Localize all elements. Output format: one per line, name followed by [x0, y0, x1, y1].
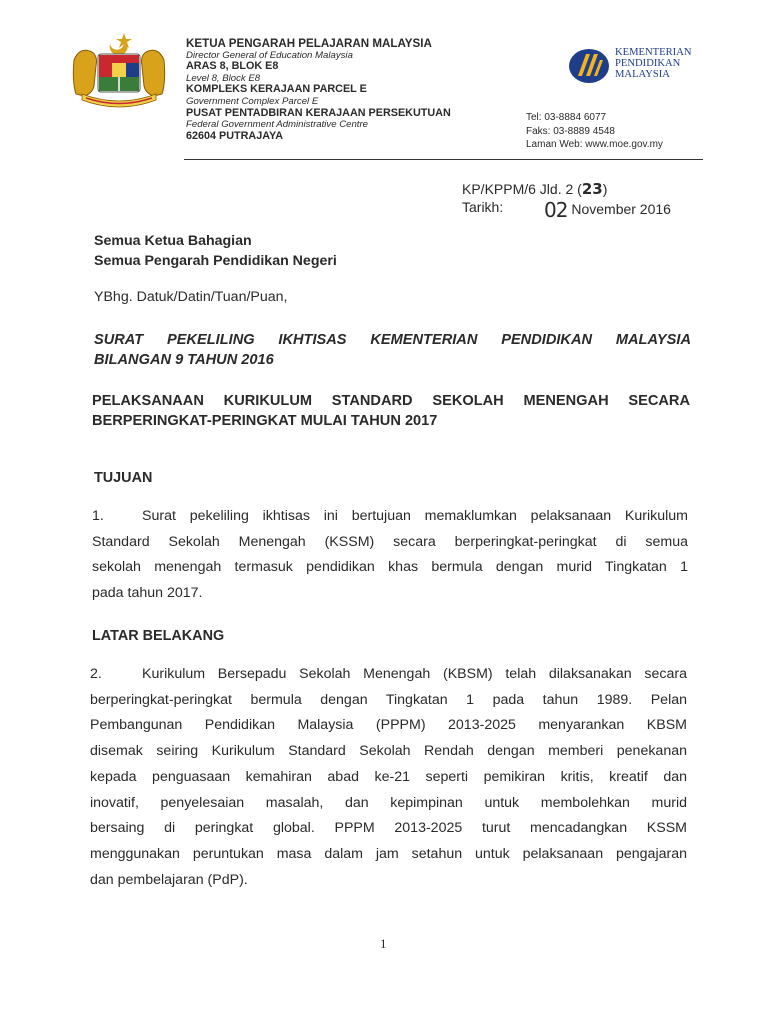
paragraph-line: dan pembelajaran (PdP).: [90, 871, 248, 888]
date-value: 02 November 2016: [544, 198, 671, 222]
paragraph-line: menggunakan peruntukan masa dalam jam setahun untuk pelaksanaan pengajaran: [90, 845, 687, 862]
salutation: YBhg. Datuk/Datin/Tuan/Puan,: [94, 289, 288, 305]
paragraph-line: 2. Kurikulum Bersepadu Sekolah Menengah (KBSM) telah dilaksanakan secara: [90, 662, 687, 688]
address-centre: PUSAT PENTADBIRAN KERAJAAN PERSEKUTUAN: [186, 106, 451, 119]
paragraph-1: [92, 504, 688, 607]
date-label: Tarikh:: [462, 199, 504, 215]
contact-block: [526, 111, 663, 152]
paragraph-number: 1.: [92, 508, 104, 524]
section-heading-tujuan: TUJUAN: [94, 470, 153, 486]
paragraph-line: disemak seiring Kurikulum Standard Sekolah Rendah dengan memberi penekanan: [90, 743, 687, 760]
ministry-logo-text: [615, 48, 692, 80]
paragraph-line: berperingkat-peringkat bermula dengan Tingkatan 1 pada tahun 1989. Pelan: [90, 691, 687, 708]
file-number-handwritten: 23: [581, 180, 603, 198]
document-title-line-1: PELAKSANAAN KURIKULUM STANDARD SEKOLAH MENENGAH SECARA: [92, 393, 690, 409]
address-level: ARAS 8, BLOK E8: [186, 60, 279, 73]
circular-heading-line-2: BILANGAN 9 TAHUN 2016: [94, 352, 274, 368]
addressee-line-1: Semua Ketua Bahagian: [94, 233, 252, 249]
ministry-logo-line-3: MALAYSIA: [615, 68, 670, 80]
fax: Faks: 03-8889 4548: [526, 125, 615, 137]
addressee-line-2: Semua Pengarah Pendidikan Negeri: [94, 253, 337, 269]
paragraph-number: 2.: [90, 666, 102, 682]
page-number: 1: [380, 936, 387, 951]
website: Laman Web: www.moe.gov.my: [526, 139, 663, 150]
address-complex: KOMPLEKS KERAJAAN PARCEL E: [186, 83, 367, 96]
ministry-logo-line-2: PENDIDIKAN: [615, 57, 681, 69]
address-complex-en: Government Complex Parcel E: [186, 95, 319, 107]
paragraph-line: Pembangunan Pendidikan Malaysia (PPPM) 2013-2025 menyarankan KBSM: [90, 717, 687, 734]
paragraph-line: pada tahun 2017.: [92, 585, 203, 602]
section-heading-latar-belakang: LATAR BELAKANG: [92, 628, 225, 644]
addressee: [94, 231, 337, 271]
document-title: [92, 391, 690, 431]
letterhead-address-block: [186, 38, 451, 142]
malaysia-coat-of-arms-logo: [66, 30, 172, 110]
paragraph-line: Standard Sekolah Menengah (KSSM) secara berperingkat-peringkat di semua: [92, 533, 688, 550]
reference-block: [462, 180, 671, 222]
date-row: [462, 198, 671, 222]
director-general-title-en: Director General of Education Malaysia: [186, 49, 353, 61]
circular-heading: [94, 330, 691, 370]
paragraph-line: 1. Surat pekeliling ikhtisas ini bertujuan memaklumkan pelaksanaan Kurikulum: [92, 504, 688, 530]
telephone: Tel: 03-8884 6077: [526, 112, 607, 123]
date-day-handwritten: 02: [544, 198, 568, 222]
letterhead-divider: [184, 159, 703, 160]
address-postcode: 62604 PUTRAJAYA: [186, 129, 284, 142]
circular-heading-line-1: SURAT PEKELILING IKHTISAS KEMENTERIAN PENDIDIKAN MALAYSIA: [94, 332, 691, 348]
paragraph-line: inovatif, penyelesaian masalah, dan kepimpinan untuk membolehkan murid: [90, 794, 687, 811]
ministry-logo-line-1: KEMENTERIAN: [615, 47, 692, 58]
address-level-en: Level 8, Block E8: [186, 72, 261, 84]
file-number: KP/KPPM/6 Jld. 2 (23): [462, 180, 608, 198]
document-title-line-2: BERPERINGKAT-PERINGKAT MULAI TAHUN 2017: [92, 413, 438, 429]
paragraph-line: bersaing di peringkat global. PPPM 2013-2025 turut mencadangkan KSSM: [90, 820, 687, 837]
director-general-title: KETUA PENGARAH PELAJARAN MALAYSIA: [186, 37, 432, 50]
paragraph-2: [90, 662, 687, 893]
paragraph-line: sekolah menengah termasuk pendidikan khas bermula dengan murid Tingkatan 1: [92, 559, 688, 576]
paragraph-line: kepada penguasaan kemahiran abad ke-21 seperti pemikiran kritis, kreatif dan: [90, 768, 687, 785]
address-centre-en: Federal Government Administrative Centre: [186, 119, 368, 131]
